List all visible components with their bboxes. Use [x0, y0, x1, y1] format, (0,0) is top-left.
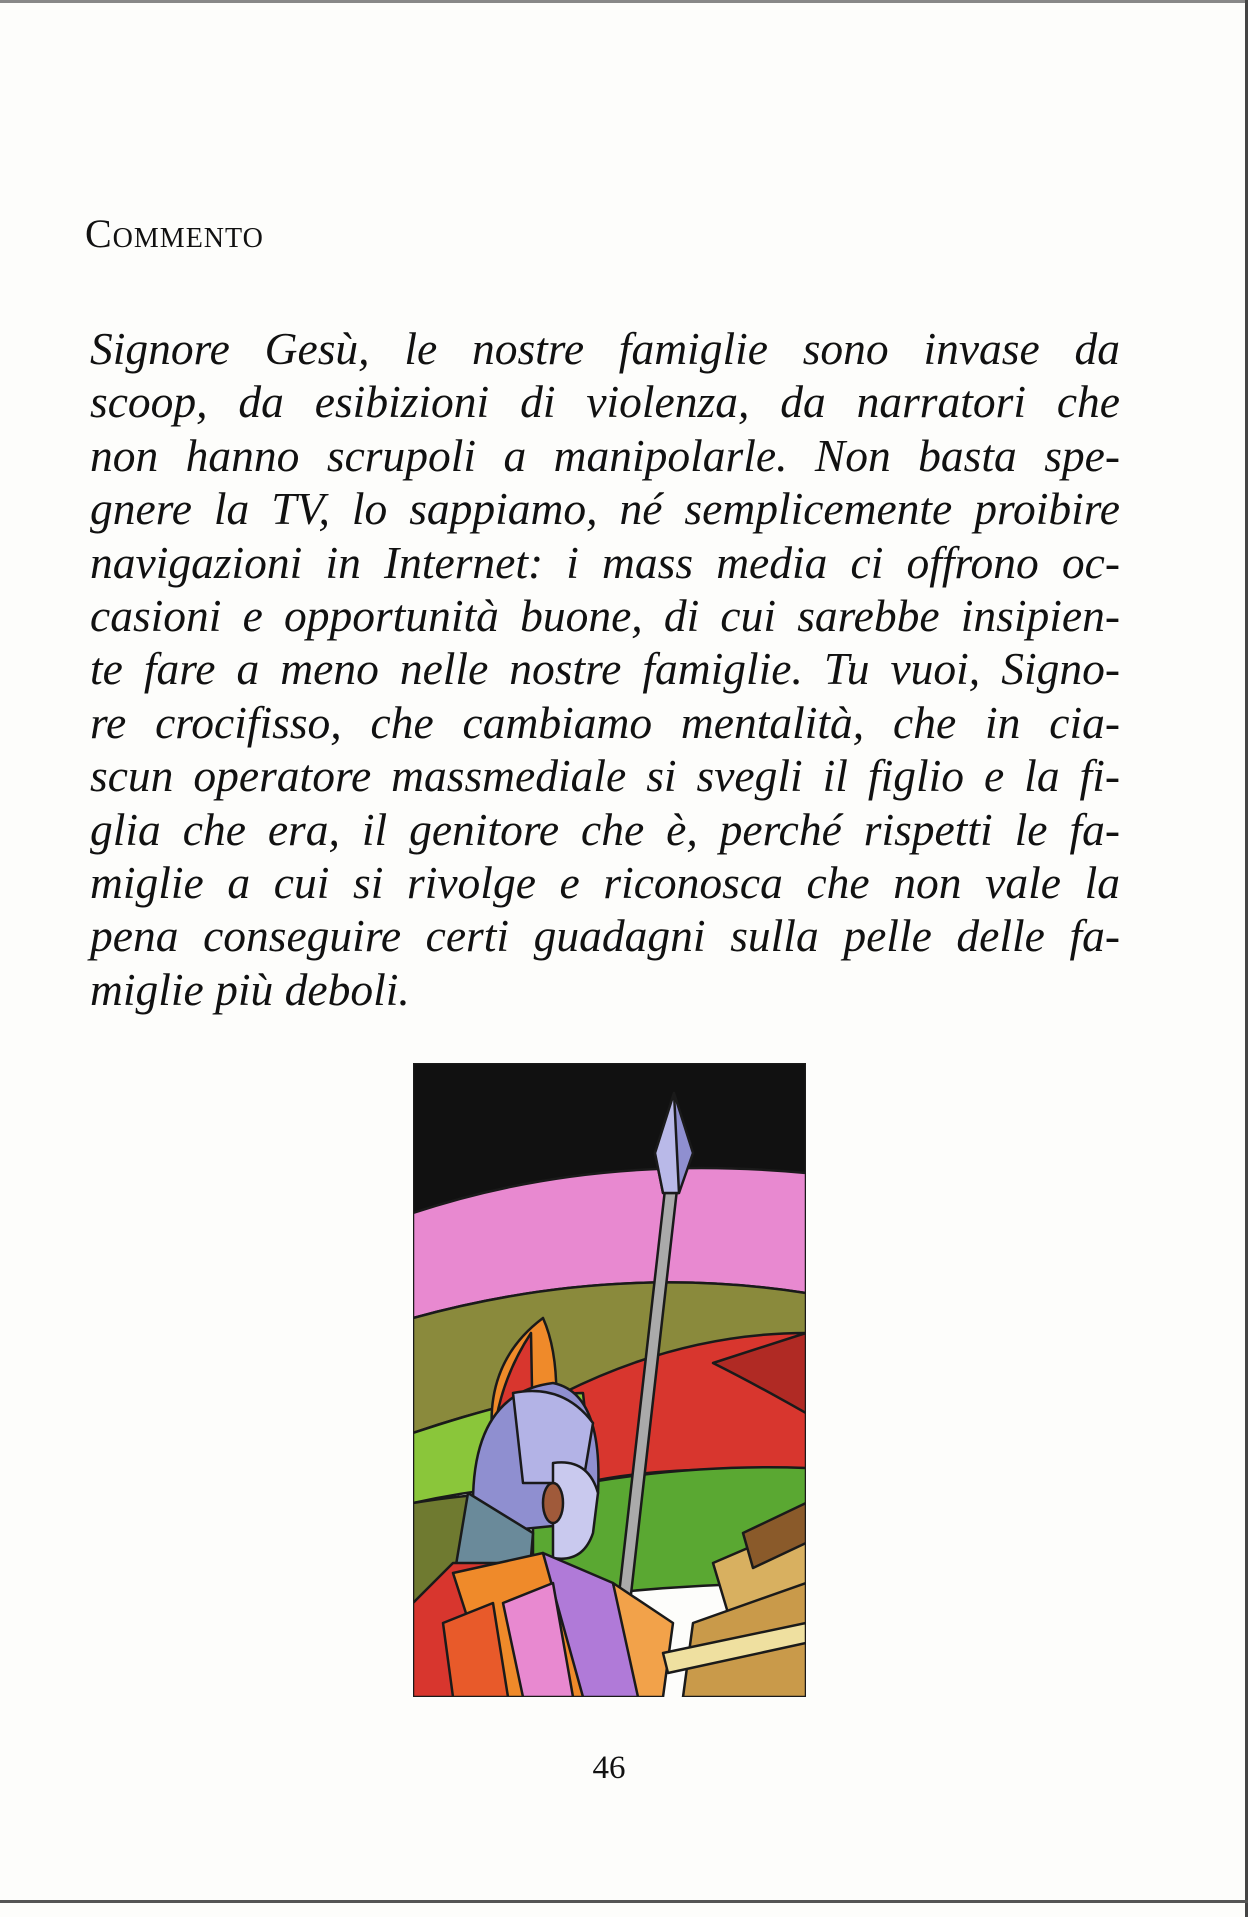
scan-edge-top: [0, 0, 1248, 3]
text-line: non hanno scrupoli a manipolarle. Non basta spe-: [90, 429, 1120, 481]
prayer-text: [90, 322, 1120, 1016]
text-line: scoop, da esibizioni di violenza, da narratori che: [90, 376, 1120, 428]
section-heading: Commento: [85, 211, 264, 256]
scan-edge-bottom: [0, 1900, 1248, 1903]
stained-glass-illustration: [413, 1063, 806, 1697]
text-line: gnere la TV, lo sappiamo, né semplicemente proibire: [90, 483, 1120, 535]
text-line: re crocifisso, che cambiamo mentalità, che in cia-: [90, 696, 1120, 748]
text-line: glia che era, il genitore che è, perché rispetti le fa-: [90, 803, 1120, 855]
text-line: scun operatore massmediale si svegli il figlio e la fi-: [90, 750, 1120, 802]
soldier-with-spear-icon: [413, 1063, 806, 1697]
text-line: pena conseguire certi guadagni sulla pelle delle fa-: [90, 910, 1120, 962]
text-line: navigazioni in Internet: i mass media ci offrono oc-: [90, 536, 1120, 588]
page-number: 46: [592, 1750, 626, 1786]
ear: [543, 1483, 563, 1523]
text-line: te fare a meno nelle nostre famiglie. Tu vuoi, Signo-: [90, 643, 1120, 695]
text-line: Signore Gesù, le nostre famiglie sono invase da: [90, 323, 1120, 374]
text-line: miglie a cui si rivolge e riconosca che non vale la: [90, 857, 1120, 909]
text-line: casioni e opportunità buone, di cui sarebbe insipien-: [90, 590, 1120, 642]
text-line: miglie più deboli.: [90, 963, 410, 1015]
